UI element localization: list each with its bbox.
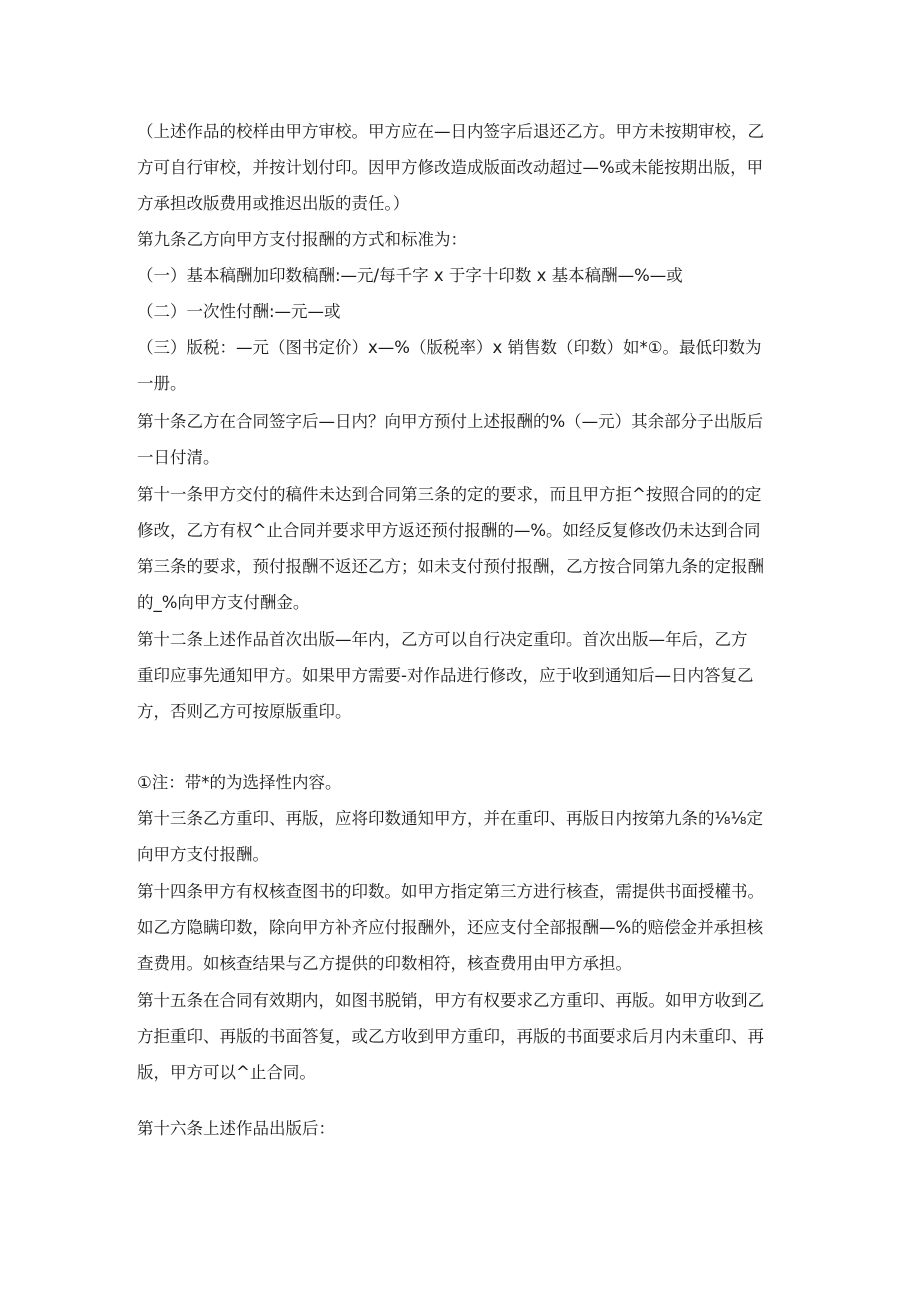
text-line: 版，甲方可以^止合同。 <box>137 1063 316 1082</box>
paragraph-article-13 <box>137 801 787 873</box>
text-line: 方拒重印、再版的书面答复，或乙方收到甲方重印，再版的书面要求后月内未重印、再 <box>137 1027 764 1046</box>
paragraph-article-16 <box>137 1111 787 1147</box>
paragraph-article-10 <box>137 404 787 476</box>
paragraph-footnote <box>137 765 787 801</box>
text-line: 第十一条甲方交付的稿件未达到合同第三条的定的要求，而且甲方拒^按照合同的的定 <box>137 485 762 504</box>
text-line: 方，否则乙方可按原版重印。 <box>137 702 352 721</box>
text-line: 第十三条乙方重印、再版，应将印数通知甲方，并在重印、再版日内按第九条的⅛⅛定 <box>137 809 763 828</box>
text-line: 第十五条在合同有效期内，如图书脱销，甲方有权要求乙方重印、再版。如甲方收到乙 <box>137 991 764 1010</box>
text-line: 向甲方支付报酬。 <box>137 845 269 864</box>
text-line: （二）一次性付酬:—元—或 <box>137 302 341 321</box>
text-line: 方承担改版费用或推迟出版的责任。） <box>137 194 410 213</box>
paragraph-article-9 <box>137 222 787 258</box>
text-line: ①注：带*的为选择性内容。 <box>137 773 342 792</box>
paragraph-article-15 <box>137 983 787 1091</box>
paragraph-article-9-item-3 <box>137 330 787 402</box>
text-line: 如乙方隐瞒印数，除向甲方补齐应付报酬外，还应支付全部报酬—%的赔偿金并承担核 <box>137 918 764 937</box>
paragraph-article-12 <box>137 622 787 730</box>
text-line: （一）基本稿酬加印数稿酬:—元/每千字 x 于字十印数 x 基本稿酬—%—或 <box>137 266 683 285</box>
text-line: 一日付清。 <box>137 448 220 467</box>
text-line: 第十条乙方在合同签字后—日内？向甲方预付上述报酬的%（—元）其余部分子出版后 <box>137 412 764 431</box>
text-line: 重印应事先通知甲方。如果甲方需要-对作品进行修改，应于收到通知后—日内答复乙 <box>137 666 754 685</box>
text-line: 修改，乙方有权^止合同并要求甲方返还预付报酬的—%。如经反复修改仍未达到合同 <box>137 521 761 540</box>
paragraph-proof-review <box>137 114 787 222</box>
text-line: 一册。 <box>137 374 187 393</box>
text-line: 第九条乙方向甲方支付报酬的方式和标准为： <box>137 230 467 249</box>
text-line: 第十四条甲方有权核查图书的印数。如甲方指定第三方进行核查，需提供书面授權书。 <box>137 882 764 901</box>
text-line: 的_%向甲方支付酬金。 <box>137 593 310 612</box>
text-line: （三）版税：—元（图书定价）x—%（版税率）x 销售数（印数）如*①。最低印数为 <box>137 338 762 357</box>
paragraph-article-9-item-2 <box>137 294 787 330</box>
text-line: 第三条的要求，预付报酬不返还乙方；如未支付预付报酬，乙方按合同第九条的定报酬 <box>137 557 764 576</box>
text-line: （上述作品的校样由甲方审校。甲方应在—日内签字后退还乙方。甲方未按期审校，乙 <box>137 122 764 141</box>
paragraph-article-14 <box>137 874 787 982</box>
text-line: 第十二条上述作品首次出版—年内，乙方可以自行决定重印。首次出版—年后，乙方 <box>137 630 748 649</box>
text-line: 第十六条上述作品出版后： <box>137 1119 335 1138</box>
text-line: 查费用。如核查结果与乙方提供的印数相符，核查费用由甲方承担。 <box>137 954 632 973</box>
paragraph-article-9-item-1 <box>137 258 787 294</box>
paragraph-article-11 <box>137 477 787 621</box>
text-line: 方可自行审校，并按计划付印。因甲方修改造成版面改动超过—%或未能按期出版，甲 <box>137 158 764 177</box>
